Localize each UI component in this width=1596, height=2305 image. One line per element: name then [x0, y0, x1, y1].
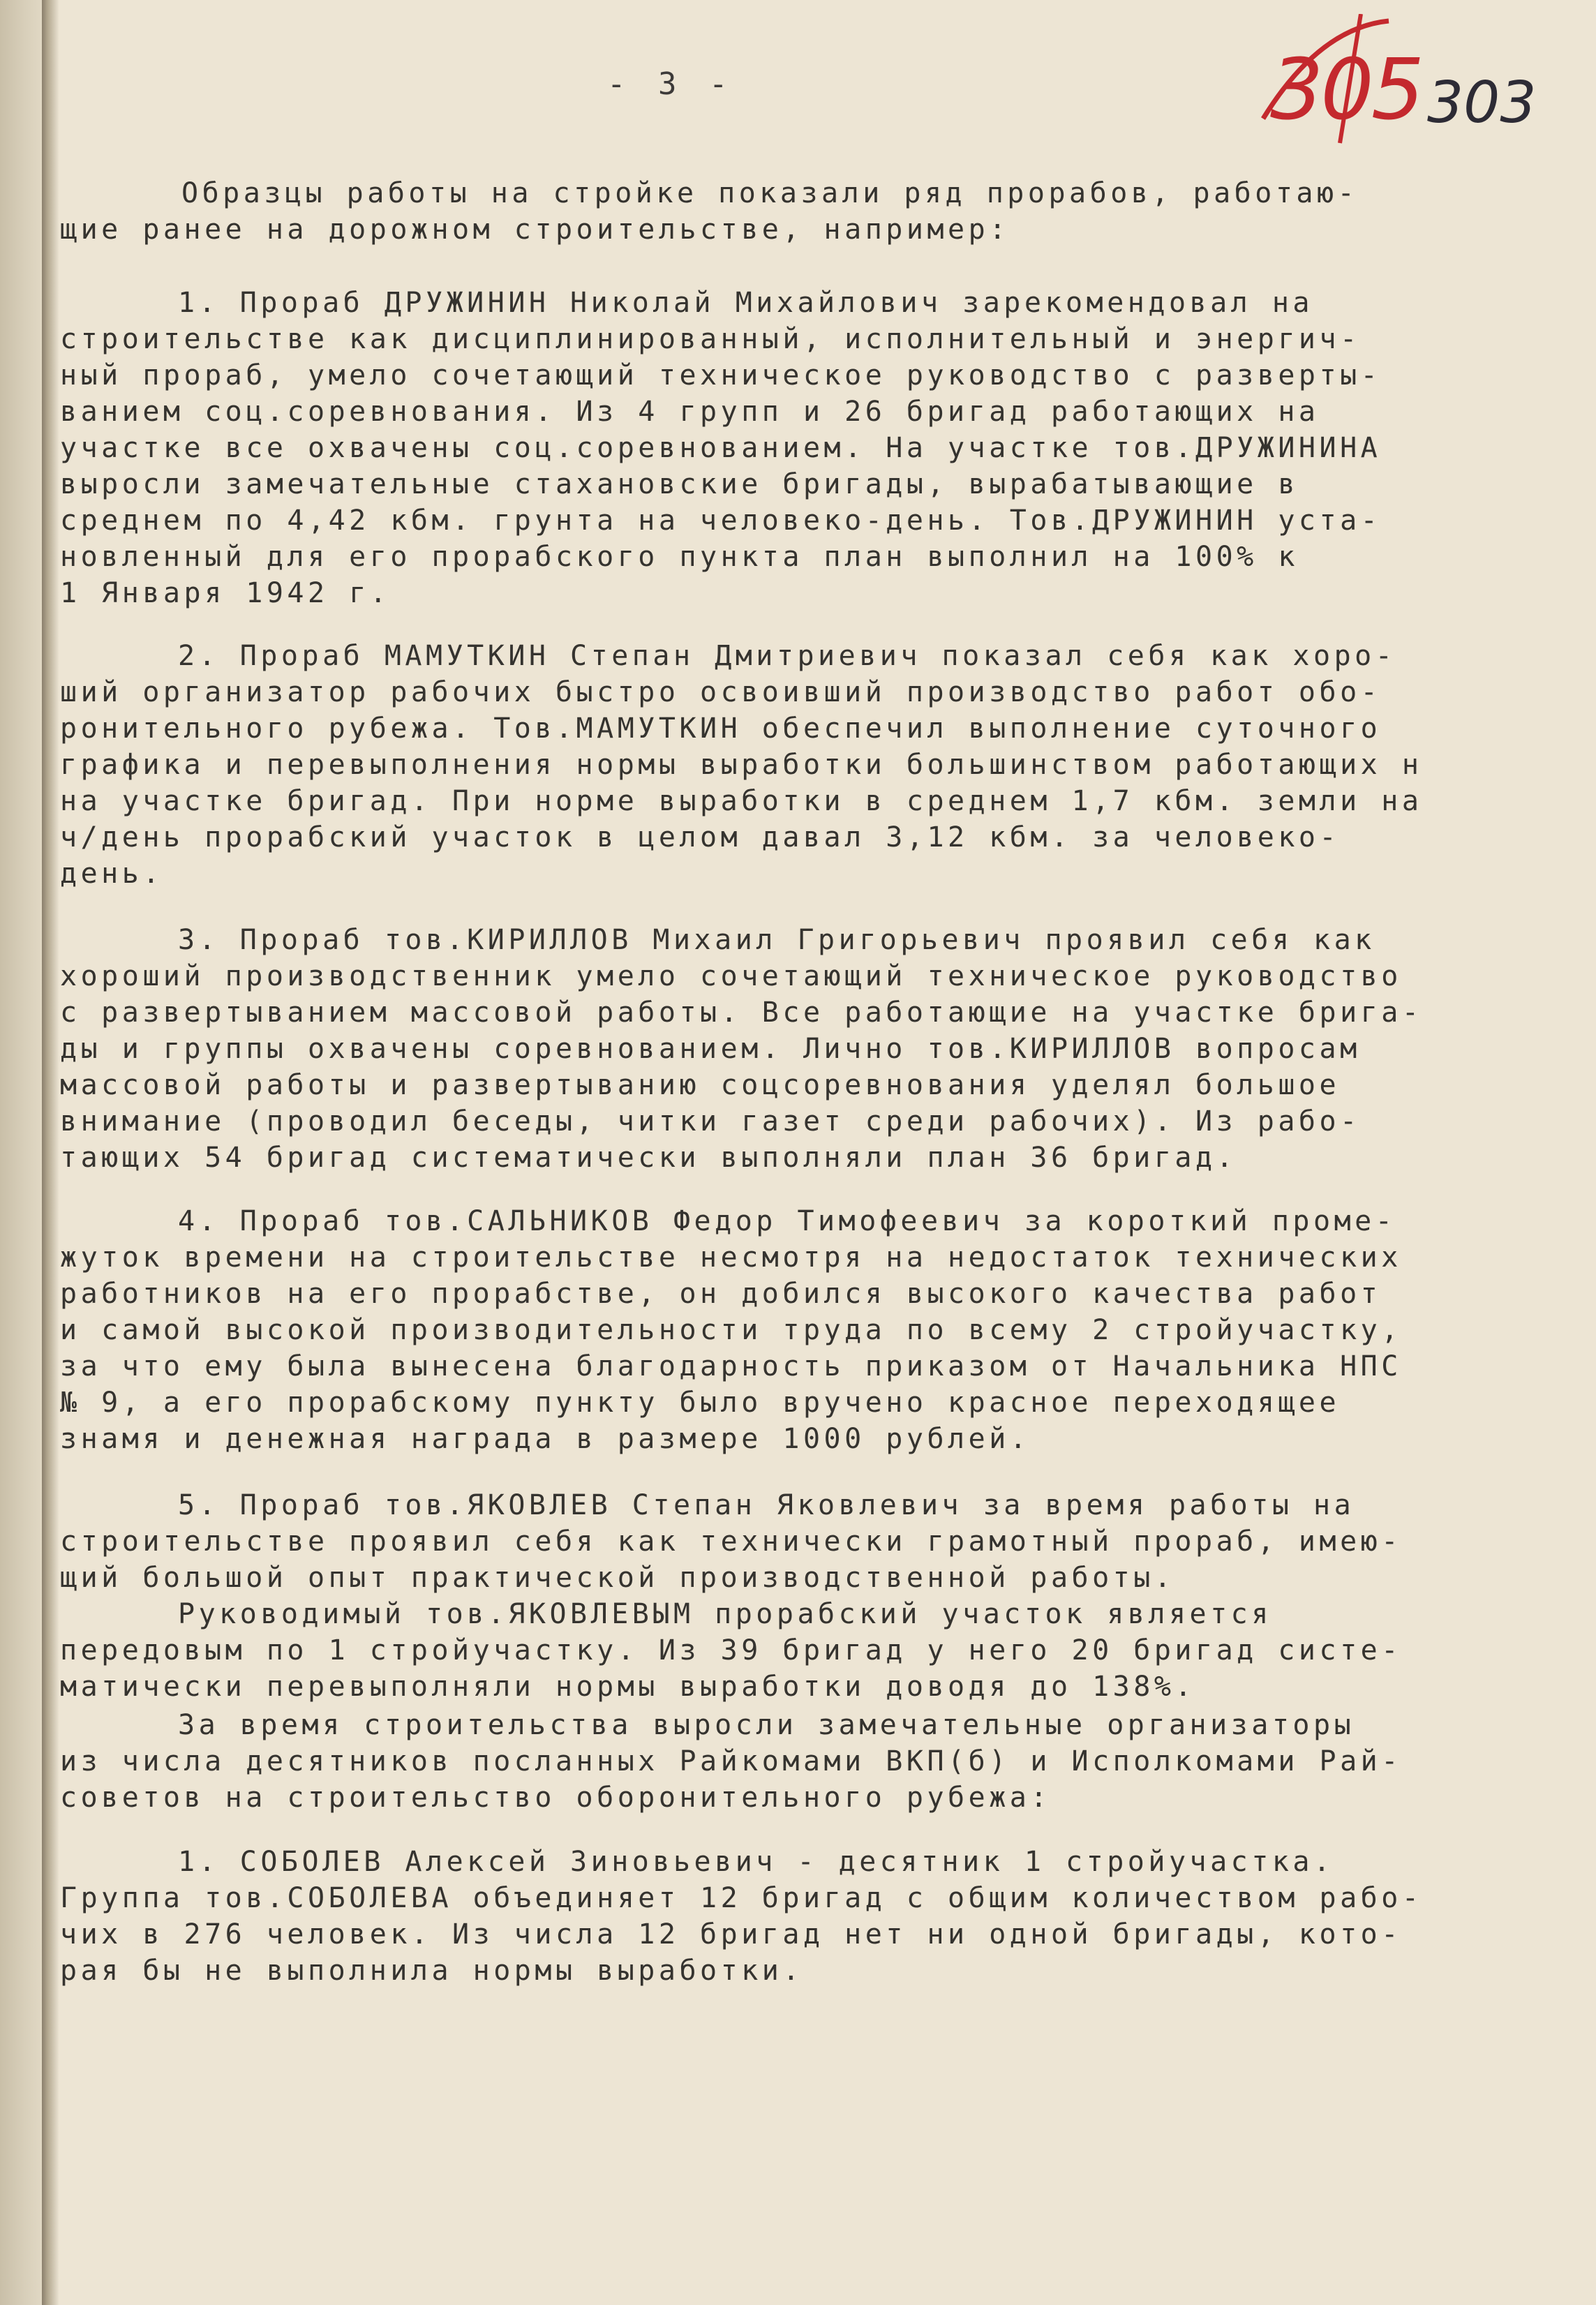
text-line: участке все охвачены соц.соревнованием. На участке тов.ДРУЖИНИНА	[60, 432, 1382, 464]
text-line: строительстве проявил себя как технически грамотный прораб, имею-	[60, 1526, 1402, 1558]
text-line: с развертыванием массовой работы. Все работающие на участке брига-	[60, 997, 1423, 1029]
page-number: - 3 -	[607, 66, 735, 102]
text-line: передовым по 1 стройучастку. Из 39 бригад у него 20 бригад систе-	[60, 1634, 1402, 1666]
text-line: советов на строительство оборонительного рубежа:	[60, 1782, 1051, 1814]
text-line: работников на его прорабстве, он добился высокого качества работ	[60, 1278, 1382, 1310]
text-line: рая бы не выполнила нормы выработки.	[60, 1955, 803, 1987]
text-line: знамя и денежная награда в размере 1000 рублей.	[60, 1423, 1031, 1455]
old-folio-number: 305	[1270, 42, 1422, 139]
text-line: 4. Прораб тов.САЛЬНИКОВ Федор Тимофеевич за короткий проме-	[178, 1205, 1396, 1237]
text-line: хороший производственник умело сочетающий техническое руководство	[60, 960, 1402, 992]
new-folio-number: 303	[1427, 70, 1537, 136]
text-line: 2. Прораб МАМУТКИН Степан Дмитриевич показал себя как хоро-	[178, 640, 1396, 672]
text-line: ч/день прорабский участок в целом давал 3,12 кбм. за человеко-	[60, 821, 1341, 853]
text-line: массовой работы и развертыванию соцсоревнования уделял большое	[60, 1069, 1341, 1101]
text-line: и самой высокой производительности труда по всему 2 стройучастку,	[60, 1314, 1402, 1346]
text-line: ший организатор рабочих быстро освоивший производство работ обо-	[60, 676, 1382, 708]
text-line: матически перевыполняли нормы выработки доводя до 138%.	[60, 1671, 1196, 1703]
text-line: новленный для его прорабского пункта план выполнил на 100% к	[60, 541, 1299, 573]
text-line: Руководимый тов.ЯКОВЛЕВЫМ прорабский участок является	[178, 1598, 1272, 1630]
text-line: № 9, а его прорабскому пункту было вручено красное переходящее	[60, 1387, 1341, 1419]
text-line: графика и перевыполнения нормы выработки большинством работающих н	[60, 749, 1423, 781]
text-line: щие ранее на дорожном строительстве, например:	[60, 214, 1010, 246]
text-line: Группа тов.СОБОЛЕВА объединяет 12 бригад с общим количеством рабо-	[60, 1882, 1423, 1914]
text-line: выросли замечательные стахановские бригады, вырабатывающие в	[60, 468, 1299, 500]
text-line: из числа десятников посланных Райкомами ВКП(б) и Исполкомами Рай-	[60, 1745, 1402, 1777]
text-line: за что ему была вынесена благодарность приказом от Начальника НПС	[60, 1350, 1402, 1382]
text-line: тающих 54 бригад систематически выполняли план 36 бригад.	[60, 1142, 1237, 1174]
text-line: ды и группы охвачены соревнованием. Лично тов.КИРИЛЛОВ вопросам	[60, 1033, 1361, 1065]
text-line: Образцы работы на стройке показали ряд прорабов, работаю-	[181, 177, 1359, 209]
text-line: среднем по 4,42 кбм. грунта на человеко-день. Тов.ДРУЖИНИН уста-	[60, 505, 1382, 537]
text-line: день.	[60, 858, 163, 890]
text-line: 1. Прораб ДРУЖИНИН Николай Михайлович зарекомендовал на	[178, 287, 1314, 319]
text-line: жуток времени на строительстве несмотря на недостаток технических	[60, 1241, 1402, 1274]
text-line: ванием соц.соревнования. Из 4 групп и 26 бригад работающих на	[60, 396, 1320, 428]
text-line: 1 Января 1942 г.	[60, 577, 391, 609]
text-line: За время строительства выросли замечательные организаторы	[178, 1709, 1355, 1741]
text-line: чих в 276 человек. Из числа 12 бригад нет ни одной бригады, кото-	[60, 1918, 1402, 1950]
text-line: 3. Прораб тов.КИРИЛЛОВ Михаил Григорьевич проявил себя как	[178, 924, 1375, 956]
text-line: на участке бригад. При норме выработки в среднем 1,7 кбм. земли на	[60, 785, 1423, 817]
text-line: строительстве как дисциплинированный, исполнительный и энергич-	[60, 323, 1361, 355]
text-line: ный прораб, умело сочетающий техническое руководство с разверты-	[60, 359, 1382, 391]
text-line: 5. Прораб тов.ЯКОВЛЕВ Степан Яковлевич за время работы на	[178, 1489, 1355, 1521]
text-line: ронительного рубежа. Тов.МАМУТКИН обеспечил выполнение суточного	[60, 713, 1382, 745]
text-line: щий большой опыт практической производственной работы.	[60, 1562, 1175, 1594]
text-line: 1. СОБОЛЕВ Алексей Зиновьевич - десятник 1 стройучастка.	[178, 1846, 1334, 1878]
text-line: внимание (проводил беседы, читки газет среди рабочих). Из рабо-	[60, 1105, 1361, 1137]
